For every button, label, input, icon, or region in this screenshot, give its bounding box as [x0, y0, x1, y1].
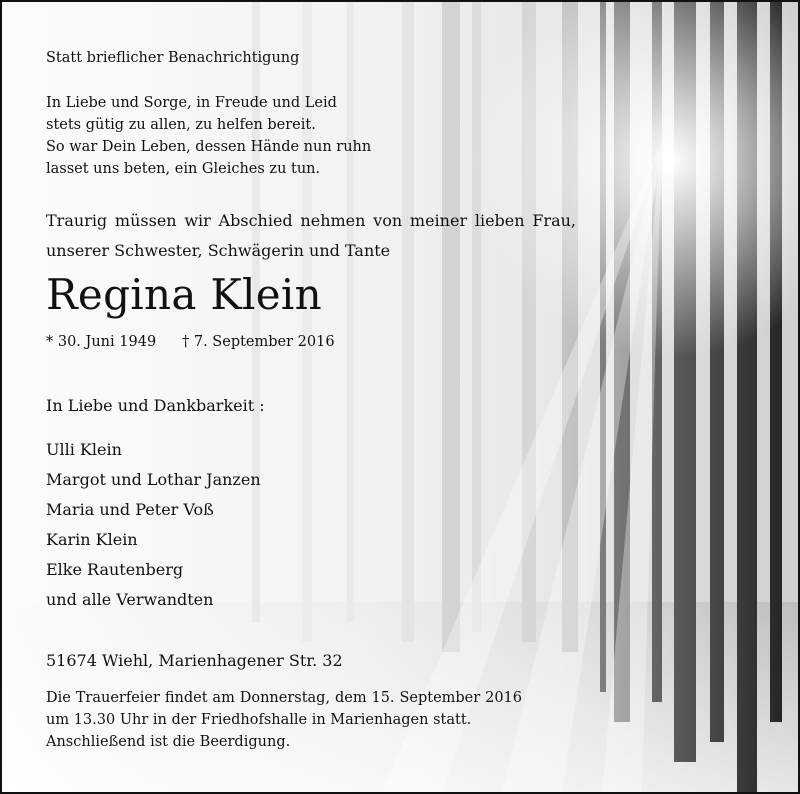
service-info [46, 687, 522, 753]
mourner-name: Margot und Lothar Janzen [46, 470, 261, 489]
mourners-list [46, 435, 261, 615]
poem-line: lasset uns beten, ein Gleiches zu tun. [46, 161, 321, 177]
intro [46, 206, 576, 266]
notice-text [2, 2, 798, 792]
header-line: Statt brieflicher Benachrichtigung [46, 50, 300, 66]
intro-line: Traurig müssen wir Abschied nehmen von meiner lieben Frau, [46, 211, 576, 230]
service-line: Die Trauerfeier findet am Donnerstag, dem 15. September 2016 [46, 690, 522, 706]
service-line: Anschließend ist die Beerdigung. [46, 734, 291, 750]
death-date: † 7. September 2016 [182, 334, 335, 350]
birth-date: * 30. Juni 1949 [46, 334, 157, 350]
deceased-name: Regina Klein [46, 270, 322, 319]
mourner-name: Maria und Peter Voß [46, 500, 214, 519]
mourner-name: und alle Verwandten [46, 590, 214, 609]
poem-line: In Liebe und Sorge, in Freude und Leid [46, 95, 337, 111]
mourner-name: Ulli Klein [46, 440, 122, 459]
intro-line: unserer Schwester, Schwägerin und Tante [46, 241, 391, 260]
mourner-name: Elke Rautenberg [46, 560, 184, 579]
mourner-name: Karin Klein [46, 530, 138, 549]
address: 51674 Wiehl, Marienhagener Str. 32 [46, 651, 343, 670]
service-line: um 13.30 Uhr in der Friedhofshalle in Marienhagen statt. [46, 712, 472, 728]
poem-line: So war Dein Leben, dessen Hände nun ruhn [46, 139, 372, 155]
gratitude-line: In Liebe und Dankbarkeit : [46, 396, 265, 415]
poem-line: stets gütig zu allen, zu helfen bereit. [46, 117, 316, 133]
poem [46, 92, 371, 180]
